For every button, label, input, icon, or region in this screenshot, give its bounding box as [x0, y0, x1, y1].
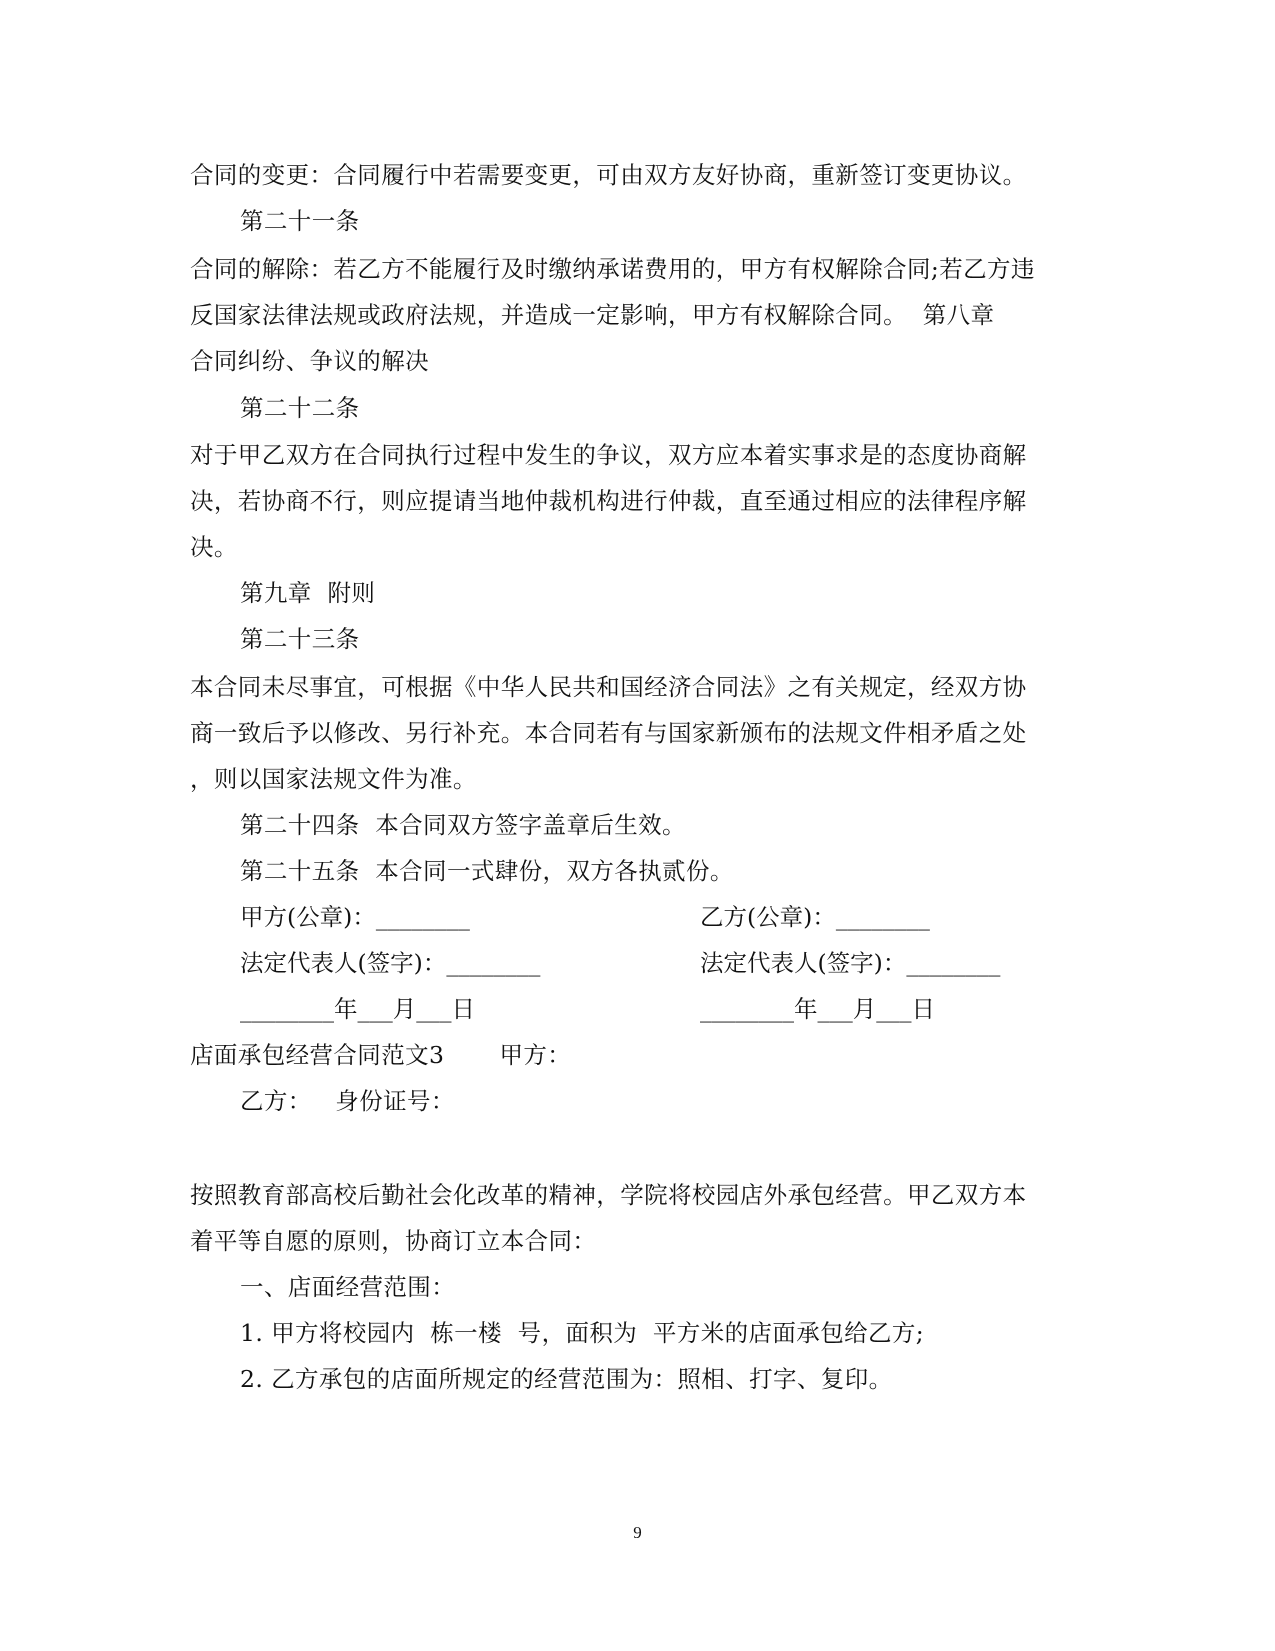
section-heading: 一、店面经营范围：: [240, 1273, 456, 1301]
text-line: 着平等自愿的原则，协商订立本合同：: [190, 1227, 597, 1255]
text-line: 第二十四条 本合同双方签字盖章后生效。: [240, 811, 686, 839]
article-heading: 第二十三条: [240, 625, 360, 653]
page-number: 9: [633, 1523, 642, 1542]
text-line: 合同纠纷、争议的解决: [190, 347, 429, 375]
party-b-representative: 法定代表人(签字)：________: [700, 949, 1001, 977]
text-line: 商一致后予以修改、另行补充。本合同若有与国家新颁布的法规文件相矛盾之处: [190, 719, 1027, 747]
text-line: 对于甲乙双方在合同执行过程中发生的争议，双方应本着实事求是的态度协商解: [190, 441, 1027, 469]
party-a-date: ________年___月___日: [240, 995, 475, 1023]
party-b-date: ________年___月___日: [700, 995, 935, 1023]
list-item: 2. 乙方承包的店面所规定的经营范围为：照相、打字、复印。: [240, 1365, 893, 1393]
text-line: 决，若协商不行，则应提请当地仲裁机构进行仲裁，直至通过相应的法律程序解: [190, 487, 1027, 515]
text-line: 店面承包经营合同范文3 甲方：: [190, 1041, 572, 1069]
party-a-representative: 法定代表人(签字)：________: [240, 949, 541, 977]
party-a-seal: 甲方(公章)：________: [240, 903, 470, 931]
text-line: 合同的解除：若乙方不能履行及时缴纳承诺费用的，甲方有权解除合同;若乙方违: [190, 255, 1035, 283]
article-heading: 第二十一条: [240, 207, 360, 235]
text-line: 第二十五条 本合同一式肆份，双方各执贰份。: [240, 857, 734, 885]
text-line: 乙方： 身份证号：: [240, 1087, 455, 1115]
chapter-heading: 第九章 附则: [240, 579, 376, 607]
text-line: 按照教育部高校后勤社会化改革的精神，学院将校园店外承包经营。甲乙双方本: [190, 1181, 1027, 1209]
text-line: 合同的变更：合同履行中若需要变更，可由双方友好协商，重新签订变更协议。: [190, 161, 1027, 189]
text-line: 本合同未尽事宜，可根据《中华人民共和国经济合同法》之有关规定，经双方协: [190, 673, 1027, 701]
text-line: 反国家法律法规或政府法规，并造成一定影响，甲方有权解除合同。 第八章: [190, 301, 995, 329]
text-line: ，则以国家法规文件为准。: [190, 765, 477, 793]
party-b-seal: 乙方(公章)：________: [700, 903, 930, 931]
list-item: 1. 甲方将校园内 栋一楼 号，面积为 平方米的店面承包给乙方;: [240, 1319, 925, 1347]
article-heading: 第二十二条: [240, 394, 360, 422]
text-line: 决。: [190, 533, 238, 561]
